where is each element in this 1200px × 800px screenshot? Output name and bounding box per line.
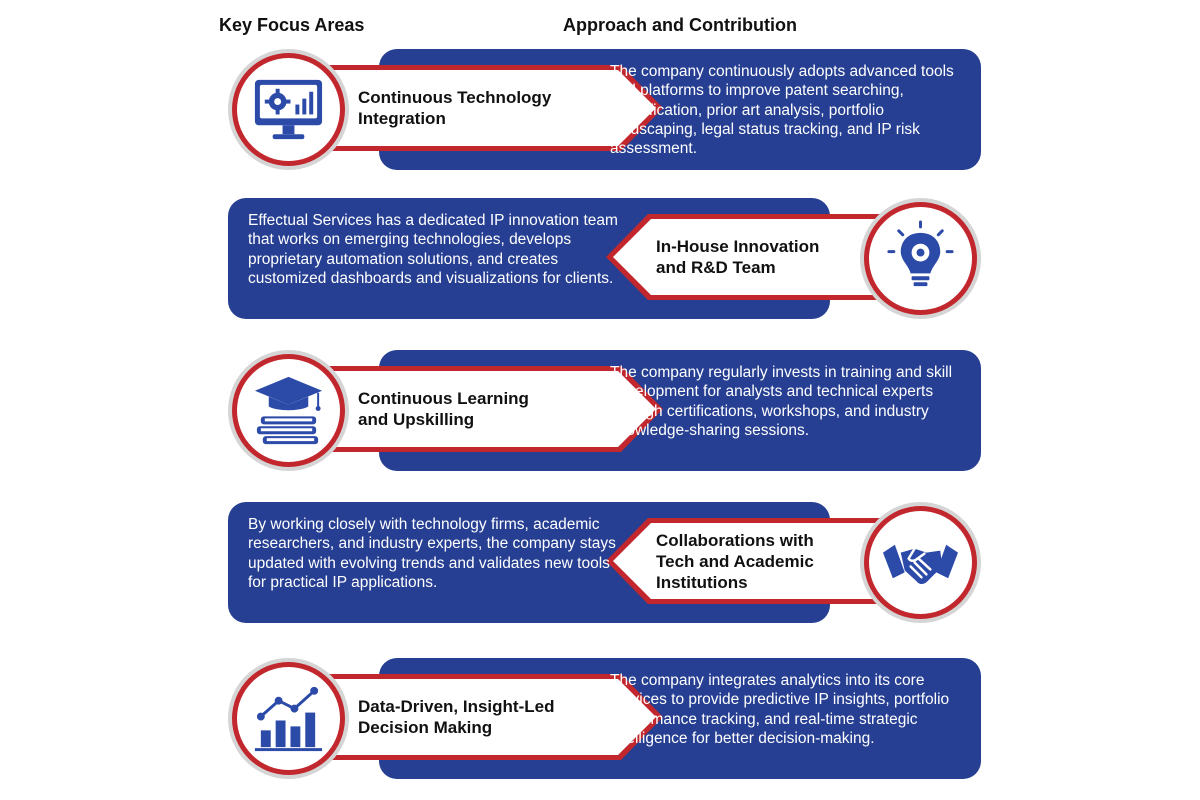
approach-description: The company integrates analytics into its core services to provide predictive IP insights, portfolio performance tracking, and real-time strategic intelligence for better decision-making. [610, 672, 950, 747]
focus-area-label [358, 366, 583, 452]
icon-badge [860, 198, 981, 319]
focus-row-innovation-team [228, 198, 981, 321]
approach-contribution-header: Approach and Contribution [563, 15, 797, 35]
icon-badge [860, 502, 981, 623]
approach-description: The company continuously adopts advanced tools and platforms to improve patent searching, classification, prior art analysis, portfolio landscaping, legal status tracking, and IP risk assessment. [610, 63, 954, 158]
icon-badge [228, 49, 349, 170]
approach-description: The company regularly invests in training and skill development for analysts and technical experts through certifications, workshops, and industry knowledge-sharing sessions. [610, 364, 953, 439]
bar-chart-trend-icon [249, 679, 328, 758]
lightbulb-gear-icon [881, 219, 960, 298]
label-line: Collaborations with [656, 530, 814, 550]
label-line: Institutions [656, 572, 748, 592]
handshake-icon [881, 523, 960, 602]
focus-row-learning-upskilling [228, 350, 981, 473]
focus-row-data-driven [228, 658, 981, 781]
label-line: Data-Driven, Insight-Led [358, 697, 555, 716]
focus-row-collaborations [228, 502, 981, 625]
label-line: Tech and Academic [656, 551, 814, 571]
focus-area-label [358, 65, 583, 151]
label-line: Continuous Learning [358, 389, 529, 408]
label-line: Integration [358, 109, 446, 128]
focus-row-technology-integration [228, 49, 981, 172]
key-focus-areas-header: Key Focus Areas [219, 15, 365, 35]
approach-description: By working closely with technology firms, academic researchers, and industry experts, the company stays updated with evolving trends and validates new tools for practical IP applications. [248, 516, 616, 591]
icon-badge [228, 658, 349, 779]
focus-area-label [656, 214, 856, 300]
label-line: Decision Making [358, 718, 493, 737]
graduation-cap-books-icon [249, 371, 328, 450]
focus-area-label [358, 674, 583, 760]
focus-area-label [656, 518, 856, 604]
computer-gear-chart-icon [249, 70, 328, 149]
label-line: and Upskilling [358, 410, 475, 429]
label-line: Continuous Technology [358, 88, 552, 107]
icon-badge [228, 350, 349, 471]
label-line: In-House Innovation [656, 237, 820, 256]
label-line: and R&D Team [656, 258, 776, 277]
approach-description: Effectual Services has a dedicated IP innovation team that works on emerging technologies, develops proprietary automation solutions, and creates customized dashboards and visualizations for clients. [248, 212, 618, 287]
